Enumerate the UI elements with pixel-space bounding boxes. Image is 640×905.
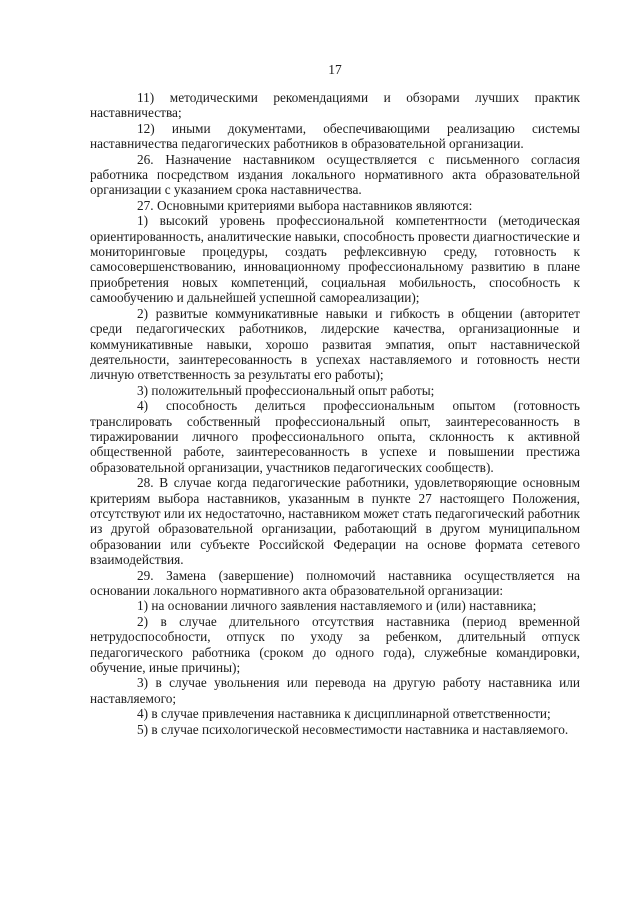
paragraph-clause-26: 26. Назначение наставником осуществляется с письменного согласия работника посредством издания локального нормативного акта образовательной организации с указанием срока наставничества. bbox=[90, 151, 580, 198]
paragraph-item-12: 12) иными документами, обеспечивающими реализацию системы наставничества педагогических работников в образовательной организации. bbox=[90, 120, 580, 152]
paragraph-criterion-3: 3) положительный профессиональный опыт работы; bbox=[137, 382, 435, 398]
paragraph-replacement-5: 5) в случае психологической несовместимости наставника и наставляемого. bbox=[137, 721, 569, 737]
paragraph-item-11: 11) методическими рекомендациями и обзорами лучших практик наставничества; bbox=[90, 90, 580, 121]
page-number: 17 bbox=[328, 62, 342, 77]
paragraph-replacement-3: 3) в случае увольнения или перевода на другую работу наставника или наставляемого; bbox=[90, 675, 580, 706]
paragraph-clause-29: 29. Замена (завершение) полномочий наставника осуществляется на основании локального нормативного акта образовательной организации: bbox=[90, 567, 580, 598]
document-body bbox=[90, 90, 580, 737]
paragraph-criterion-4: 4) способность делиться профессиональным опытом (готовность транслировать собственный профессиональный опыт, заинтересованность в тиражировании личного профессионального опыта, склонность к активной общественной работе, заинтересованность в успехе и повышении престижа образовательной организации, участников педагогических сообществ). bbox=[90, 398, 580, 475]
paragraph-clause-27: 27. Основными критериями выбора наставников являются: bbox=[137, 197, 473, 213]
paragraph-replacement-4: 4) в случае привлечения наставника к дисциплинарной ответственности; bbox=[137, 706, 551, 722]
paragraph-replacement-1: 1) на основании личного заявления наставляемого и (или) наставника; bbox=[137, 598, 537, 614]
paragraph-replacement-2: 2) в случае длительного отсутствия наставника (период временной нетрудоспособности, отпуск по уходу за ребенком, длительный отпуск педагогического работника (сроком до одного года), служебные командировки, обучение, иные причины); bbox=[90, 613, 580, 676]
paragraph-criterion-2: 2) развитые коммуникативные навыки и гибкость в общении (авторитет среди педагогических работников, лидерские качества, организационные и коммуникативные навыки, хорошо развитая эмпатия, опыт наставнической деятельности, заинтересованность в успехах наставляемого и готовность нести личную ответственность за результаты его работы); bbox=[90, 305, 580, 383]
paragraph-criterion-1: 1) высокий уровень профессиональной компетентности (методическая ориентированность, аналитические навыки, способность провести диагностические и мониторинговые процедуры, создать рефлексивную среду, готовность к самосовершенствованию, инновационному профессиональному развитию в плане приобретения новых компетенций, социальная мобильность, способность к самообучению и дальнейшей успешной самореализации); bbox=[90, 213, 580, 306]
paragraph-clause-28: 28. В случае когда педагогические работники, удовлетворяющие основным критериям выбора наставников, указанным в пункте 27 настоящего Положения, отсутствуют или их недостаточно, наставником может стать педагогический работник из другой образовательной организации, работающий в другом муниципальном образовании или субъекте Российской Федерации на основе формата сетевого взаимодействия. bbox=[90, 475, 580, 568]
